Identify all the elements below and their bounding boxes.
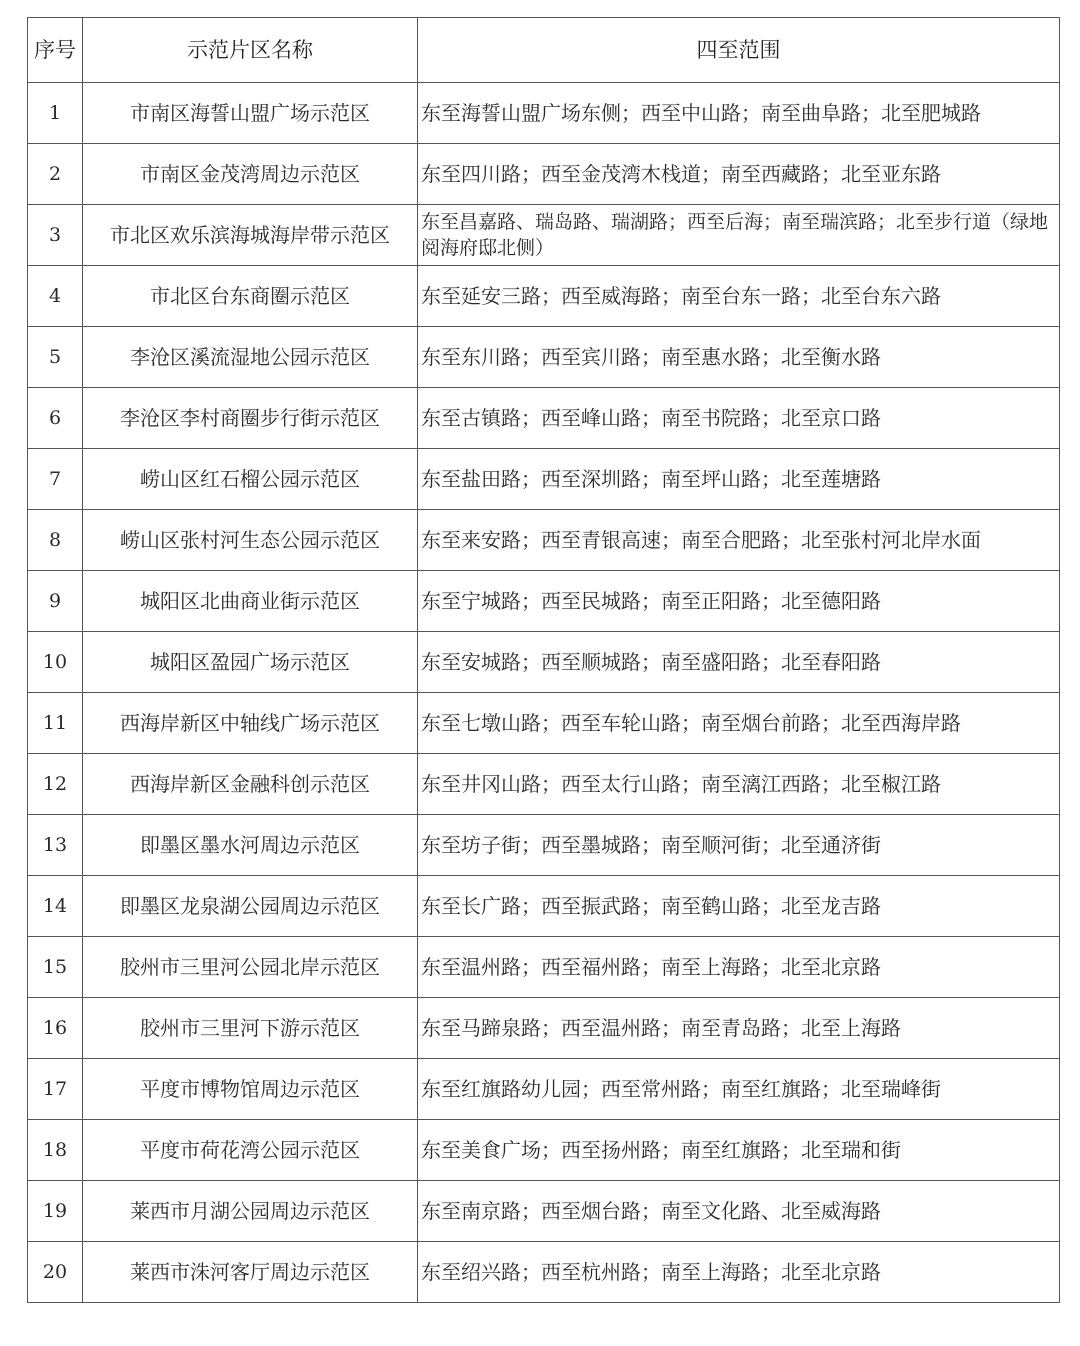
row-range: 东至马蹄泉路；西至温州路；南至青岛路；北至上海路 <box>418 998 1060 1059</box>
row-range: 东至坊子街；西至墨城路；南至顺河街；北至通济街 <box>418 815 1060 876</box>
row-index: 12 <box>28 754 83 815</box>
header-range: 四至范围 <box>418 18 1060 83</box>
row-index: 10 <box>28 632 83 693</box>
header-index: 序号 <box>28 18 83 83</box>
row-name: 崂山区红石榴公园示范区 <box>83 449 418 510</box>
row-range: 东至南京路；西至烟台路；南至文化路、北至威海路 <box>418 1181 1060 1242</box>
row-range: 东至红旗路幼儿园；西至常州路；南至红旗路；北至瑞峰街 <box>418 1059 1060 1120</box>
row-range: 东至来安路；西至青银高速；南至合肥路；北至张村河北岸水面 <box>418 510 1060 571</box>
row-index: 11 <box>28 693 83 754</box>
table-row <box>28 449 1060 510</box>
row-name: 西海岸新区金融科创示范区 <box>83 754 418 815</box>
table-row <box>28 754 1060 815</box>
table-row <box>28 1120 1060 1181</box>
table-row <box>28 1242 1060 1303</box>
table-row <box>28 937 1060 998</box>
table-row <box>28 693 1060 754</box>
table-row <box>28 815 1060 876</box>
row-index: 4 <box>28 266 83 327</box>
row-name: 市北区欢乐滨海城海岸带示范区 <box>83 205 418 266</box>
row-range: 东至美食广场；西至扬州路；南至红旗路；北至瑞和街 <box>418 1120 1060 1181</box>
table-row <box>28 632 1060 693</box>
header-name: 示范片区名称 <box>83 18 418 83</box>
row-range: 东至安城路；西至顺城路；南至盛阳路；北至春阳路 <box>418 632 1060 693</box>
table-row <box>28 1181 1060 1242</box>
row-index: 1 <box>28 83 83 144</box>
row-name: 莱西市月湖公园周边示范区 <box>83 1181 418 1242</box>
row-name: 莱西市洙河客厅周边示范区 <box>83 1242 418 1303</box>
row-name: 平度市博物馆周边示范区 <box>83 1059 418 1120</box>
row-name: 李沧区李村商圈步行街示范区 <box>83 388 418 449</box>
table-row <box>28 327 1060 388</box>
row-name: 市北区台东商圈示范区 <box>83 266 418 327</box>
row-name: 胶州市三里河下游示范区 <box>83 998 418 1059</box>
table-row <box>28 571 1060 632</box>
table-row <box>28 144 1060 205</box>
row-name: 城阳区北曲商业街示范区 <box>83 571 418 632</box>
row-range: 东至海誓山盟广场东侧；西至中山路；南至曲阜路；北至肥城路 <box>418 83 1060 144</box>
row-name: 平度市荷花湾公园示范区 <box>83 1120 418 1181</box>
row-range: 东至温州路；西至福州路；南至上海路；北至北京路 <box>418 937 1060 998</box>
row-index: 7 <box>28 449 83 510</box>
table-row <box>28 266 1060 327</box>
table-row <box>28 205 1060 266</box>
row-index: 5 <box>28 327 83 388</box>
row-name: 西海岸新区中轴线广场示范区 <box>83 693 418 754</box>
table-row <box>28 876 1060 937</box>
row-range: 东至宁城路；西至民城路；南至正阳路；北至德阳路 <box>418 571 1060 632</box>
row-name: 崂山区张村河生态公园示范区 <box>83 510 418 571</box>
row-index: 8 <box>28 510 83 571</box>
table-row <box>28 1059 1060 1120</box>
table-header-row <box>28 18 1060 83</box>
row-name: 市南区海誓山盟广场示范区 <box>83 83 418 144</box>
row-range: 东至延安三路；西至威海路；南至台东一路；北至台东六路 <box>418 266 1060 327</box>
row-name: 城阳区盈园广场示范区 <box>83 632 418 693</box>
row-name: 即墨区墨水河周边示范区 <box>83 815 418 876</box>
row-range: 东至古镇路；西至峰山路；南至书院路；北至京口路 <box>418 388 1060 449</box>
row-name: 李沧区溪流湿地公园示范区 <box>83 327 418 388</box>
row-range: 东至盐田路；西至深圳路；南至坪山路；北至莲塘路 <box>418 449 1060 510</box>
row-range: 东至井冈山路；西至太行山路；南至漓江西路；北至椒江路 <box>418 754 1060 815</box>
row-index: 15 <box>28 937 83 998</box>
row-name: 胶州市三里河公园北岸示范区 <box>83 937 418 998</box>
row-range: 东至七墩山路；西至车轮山路；南至烟台前路；北至西海岸路 <box>418 693 1060 754</box>
row-range: 东至东川路；西至宾川路；南至惠水路；北至衡水路 <box>418 327 1060 388</box>
row-index: 9 <box>28 571 83 632</box>
row-index: 18 <box>28 1120 83 1181</box>
row-range: 东至绍兴路；西至杭州路；南至上海路；北至北京路 <box>418 1242 1060 1303</box>
table-row <box>28 998 1060 1059</box>
table-row <box>28 388 1060 449</box>
row-index: 6 <box>28 388 83 449</box>
row-name: 市南区金茂湾周边示范区 <box>83 144 418 205</box>
row-index: 13 <box>28 815 83 876</box>
document-page <box>27 17 1059 1303</box>
row-index: 19 <box>28 1181 83 1242</box>
row-index: 2 <box>28 144 83 205</box>
row-index: 3 <box>28 205 83 266</box>
demo-zone-table <box>27 17 1060 1303</box>
row-index: 20 <box>28 1242 83 1303</box>
row-range: 东至昌嘉路、瑞岛路、瑞湖路；西至后海；南至瑞滨路；北至步行道（绿地阅海府邸北侧） <box>418 205 1060 266</box>
row-index: 14 <box>28 876 83 937</box>
row-range: 东至四川路；西至金茂湾木栈道；南至西藏路；北至亚东路 <box>418 144 1060 205</box>
table-row <box>28 83 1060 144</box>
row-name: 即墨区龙泉湖公园周边示范区 <box>83 876 418 937</box>
row-index: 16 <box>28 998 83 1059</box>
table-row <box>28 510 1060 571</box>
row-range: 东至长广路；西至振武路；南至鹤山路；北至龙吉路 <box>418 876 1060 937</box>
row-index: 17 <box>28 1059 83 1120</box>
